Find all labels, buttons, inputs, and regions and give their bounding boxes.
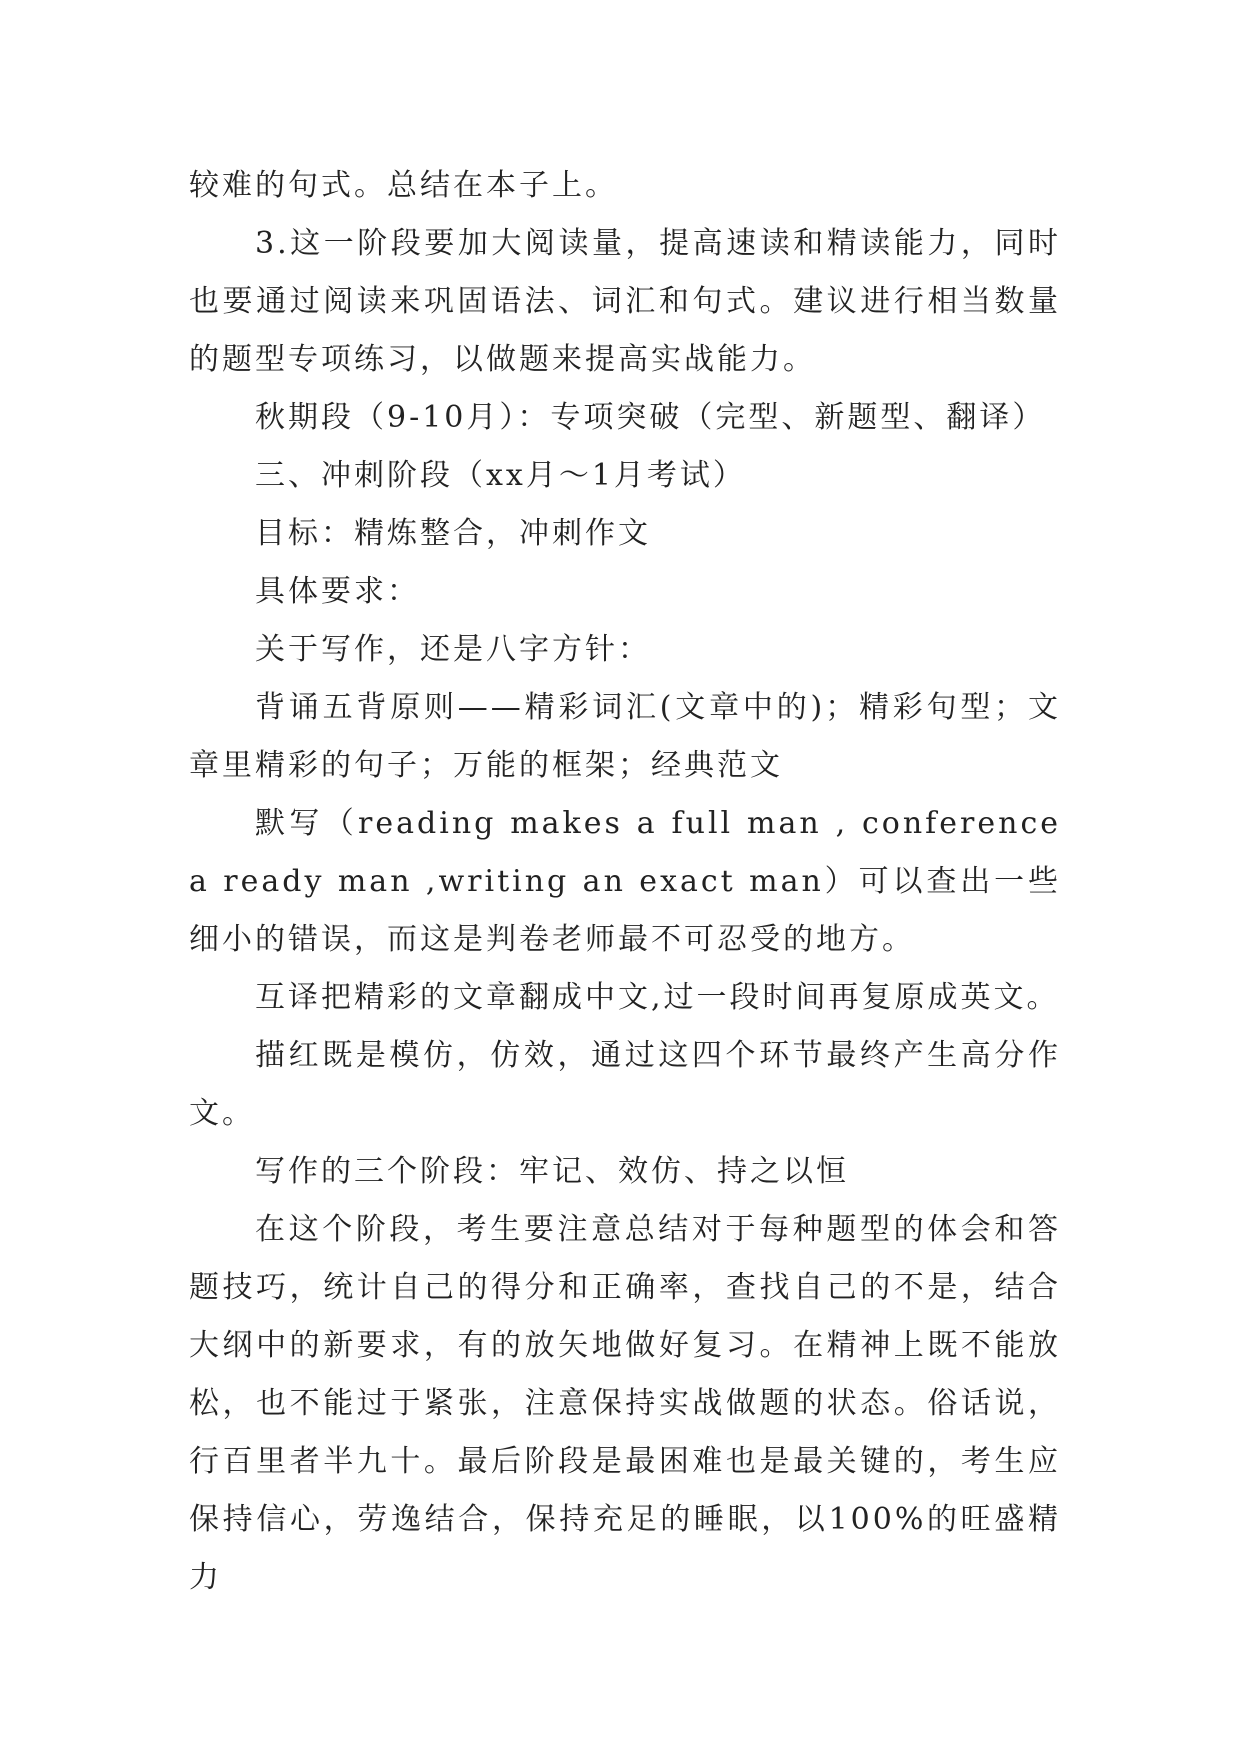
paragraph: 默写（reading makes a full man , conference a ready man ,writing an exact man）可以查出一些细小的错误，而这是判卷老师最不可忍受的地方。 [189, 806, 1061, 957]
paragraph: 3.这一阶段要加大阅读量，提高速读和精读能力，同时也要通过阅读来巩固语法、词汇和句式。建议进行相当数量的题型专项练习，以做题来提高实战能力。 [189, 226, 1061, 377]
paragraph: 互译把精彩的文章翻成中文,过一段时间再复原成英文。 [255, 980, 1060, 1015]
paragraph: 秋期段（9-10月）：专项突破（完型、新题型、翻译） [255, 400, 1046, 435]
document-body [189, 157, 1061, 1607]
paragraph: 关于写作，还是八字方针： [255, 632, 651, 667]
paragraph: 在这个阶段，考生要注意总结对于每种题型的体会和答题技巧，统计自己的得分和正确率，查找自己的不是，结合大纲中的新要求，有的放矢地做好复习。在精神上既不能放松，也不能过于紧张，注意保持实战做题的状态。俗话说，行百里者半九十。最后阶段是最困难也是最关键的，考生应保持信心，劳逸结合，保持充足的睡眠，以100%的旺盛精力 [189, 1212, 1061, 1595]
paragraph: 目标：精炼整合，冲刺作文 [255, 516, 651, 551]
paragraph: 三、冲刺阶段（xx月～1月考试） [255, 458, 746, 493]
paragraph: 描红既是模仿，仿效，通过这四个环节最终产生高分作文。 [189, 1038, 1061, 1131]
paragraph: 具体要求： [255, 574, 420, 609]
paragraph: 背诵五背原则——精彩词汇(文章中的)；精彩句型；文章里精彩的句子；万能的框架；经典范文 [189, 690, 1061, 783]
paragraph: 写作的三个阶段：牢记、效仿、持之以恒 [255, 1154, 849, 1189]
paragraph: 较难的句式。总结在本子上。 [189, 168, 618, 203]
